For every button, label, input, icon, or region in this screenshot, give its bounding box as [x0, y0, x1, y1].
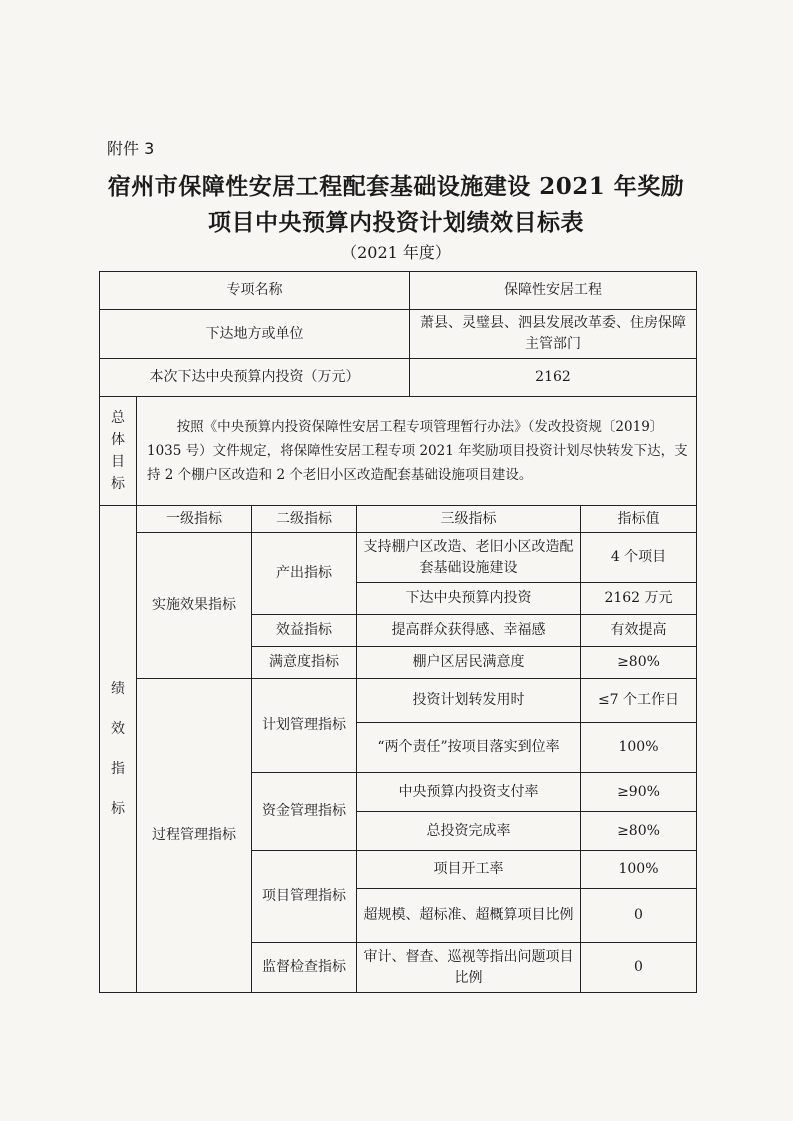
level1-process: 过程管理指标 [137, 679, 252, 993]
document-title-line2: 项目中央预算内投资计划绩效目标表 [208, 209, 584, 236]
header-level1: 一级指标 [137, 506, 252, 533]
table-row [100, 679, 697, 723]
level2-plan: 计划管理指标 [252, 679, 357, 773]
level3-cell: 审计、督查、巡视等指出问题项目比例 [357, 943, 581, 993]
overall-goal-text: 按照《中央预算内投资保障性安居工程专项管理暂行办法》（发改投资规〔2019〕1035 号）文件规定，将保障性安居工程专项 2021 年奖励项目投资计划尽快转发下达，支持 2 个棚户区改造和 2 个老旧小区改造配套基础设施项目建设。 [137, 397, 697, 506]
level3-cell: 下达中央预算内投资 [357, 583, 581, 615]
level3-cell: “两个责任”按项目落实到位率 [357, 723, 581, 773]
performance-label [100, 506, 137, 993]
investment-row [100, 359, 697, 397]
goal-char: 体 [111, 432, 125, 448]
perf-char: 标 [111, 801, 125, 817]
value-cell: ≥90% [581, 773, 697, 812]
level3-cell: 棚户区居民满意度 [357, 647, 581, 679]
level3-cell: 超规模、超标准、超概算项目比例 [357, 889, 581, 943]
header-value: 指标值 [581, 506, 697, 533]
level3-cell: 支持棚户区改造、老旧小区改造配套基础设施建设 [357, 533, 581, 583]
level2-fund: 资金管理指标 [252, 773, 357, 851]
value-cell: 4 个项目 [581, 533, 697, 583]
value-cell: 100% [581, 851, 697, 889]
info-table [99, 271, 697, 506]
value-cell: 0 [581, 943, 697, 993]
unit-value: 萧县、灵璧县、泗县发展改革委、住房保障主管部门 [410, 310, 697, 359]
level1-implementation: 实施效果指标 [137, 533, 252, 679]
value-cell: 0 [581, 889, 697, 943]
level3-cell: 提高群众获得感、幸福感 [357, 615, 581, 647]
perf-char: 指 [111, 761, 125, 777]
value-cell: 100% [581, 723, 697, 773]
header-level2: 二级指标 [252, 506, 357, 533]
table-row [100, 533, 697, 583]
level3-cell: 中央预算内投资支付率 [357, 773, 581, 812]
level3-cell: 项目开工率 [357, 851, 581, 889]
value-cell: ≥80% [581, 812, 697, 851]
value-cell: 2162 万元 [581, 583, 697, 615]
level2-supervision: 监督检查指标 [252, 943, 357, 993]
goal-char: 标 [111, 476, 125, 492]
unit-row [100, 310, 697, 359]
level2-satisfaction: 满意度指标 [252, 647, 357, 679]
value-cell: ≤7 个工作日 [581, 679, 697, 723]
perf-char: 效 [111, 721, 125, 737]
investment-value: 2162 [410, 359, 697, 397]
investment-label: 本次下达中央预算内投资（万元） [100, 359, 410, 397]
project-name-label: 专项名称 [100, 272, 410, 310]
level2-benefit: 效益指标 [252, 615, 357, 647]
document-title-line1: 宿州市保障性安居工程配套基础设施建设 2021 年奖励 [107, 173, 685, 200]
level2-output: 产出指标 [252, 533, 357, 615]
performance-header-row [100, 506, 697, 533]
project-name-value: 保障性安居工程 [410, 272, 697, 310]
goal-char: 总 [111, 410, 125, 426]
overall-goal-label [100, 397, 137, 506]
value-cell: 有效提高 [581, 615, 697, 647]
annex-label: 附件 3 [107, 139, 155, 158]
level2-project: 项目管理指标 [252, 851, 357, 943]
overall-goal-row [100, 397, 697, 506]
perf-char: 绩 [111, 681, 125, 697]
year-note: （2021 年度） [341, 243, 451, 262]
performance-table [99, 505, 697, 993]
level3-cell: 投资计划转发用时 [357, 679, 581, 723]
project-name-row [100, 272, 697, 310]
header-level3: 三级指标 [357, 506, 581, 533]
value-cell: ≥80% [581, 647, 697, 679]
goal-char: 目 [111, 454, 125, 470]
level3-cell: 总投资完成率 [357, 812, 581, 851]
unit-label: 下达地方或单位 [100, 310, 410, 359]
